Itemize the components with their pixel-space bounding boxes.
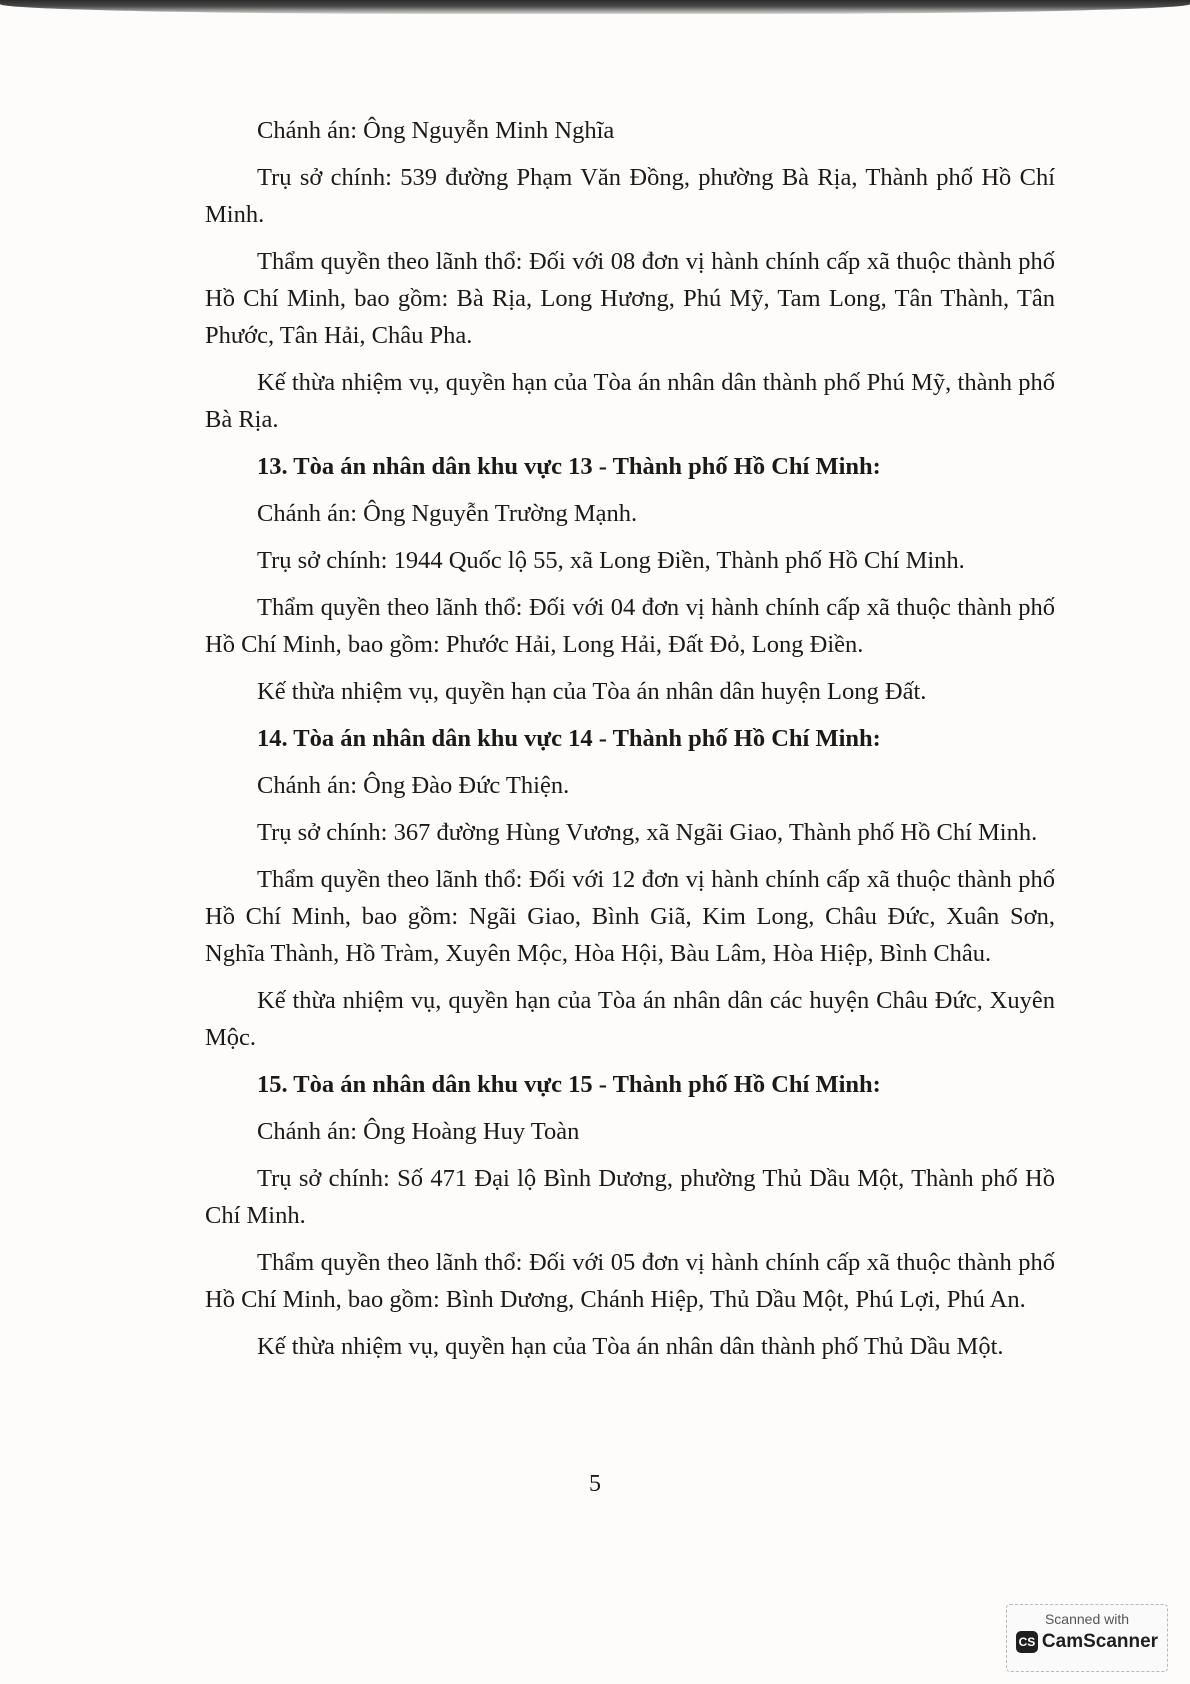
paragraph: Thẩm quyền theo lãnh thổ: Đối với 05 đơn vị hành chính cấp xã thuộc thành phố Hồ Chí Minh, bao gồm: Bình Dương, Chánh Hiệp, Thủ Dầu Một, Phú Lợi, Phú An. [205,1249,1055,1313]
paragraph: Kế thừa nhiệm vụ, quyền hạn của Tòa án nhân dân các huyện Châu Đức, Xuyên Mộc. [205,987,1055,1051]
paragraph: Thẩm quyền theo lãnh thổ: Đối với 04 đơn vị hành chính cấp xã thuộc thành phố Hồ Chí Minh, bao gồm: Phước Hải, Long Hải, Đất Đỏ, Long Điền. [205,594,1055,658]
watermark-top-text: Scanned with [1044,1611,1130,1627]
paragraph: Thẩm quyền theo lãnh thổ: Đối với 12 đơn vị hành chính cấp xã thuộc thành phố Hồ Chí Minh, bao gồm: Ngãi Giao, Bình Giã, Kim Long, Châu Đức, Xuân Sơn, Nghĩa Thành, Hồ Tràm, Xuyên Mộc, Hòa Hội, Bàu Lâm, Hòa Hiệp, Bình Châu. [205,866,1055,967]
paragraph: Kế thừa nhiệm vụ, quyền hạn của Tòa án nhân dân thành phố Phú Mỹ, thành phố Bà Rịa. [205,369,1055,433]
paragraph: Kế thừa nhiệm vụ, quyền hạn của Tòa án nhân dân thành phố Thủ Dầu Một. [257,1333,1004,1360]
paragraph: Chánh án: Ông Hoàng Huy Toàn [257,1118,580,1145]
page-number: 5 [589,1471,601,1497]
camscanner-watermark [1006,1604,1168,1672]
watermark-brand-text: CamScanner [1041,1631,1159,1652]
camscanner-logo-icon: CS [1016,1631,1038,1653]
section-heading: 13. Tòa án nhân dân khu vực 13 - Thành phố Hồ Chí Minh: [257,453,881,480]
paragraph: Trụ sở chính: 1944 Quốc lộ 55, xã Long Điền, Thành phố Hồ Chí Minh. [257,547,965,574]
paragraph: Thẩm quyền theo lãnh thổ: Đối với 08 đơn vị hành chính cấp xã thuộc thành phố Hồ Chí Minh, bao gồm: Bà Rịa, Long Hương, Phú Mỹ, Tam Long, Tân Thành, Tân Phước, Tân Hải, Châu Pha. [205,248,1055,349]
paragraph: Kế thừa nhiệm vụ, quyền hạn của Tòa án nhân dân huyện Long Đất. [257,678,927,705]
paragraph: Trụ sở chính: 539 đường Phạm Văn Đồng, phường Bà Rịa, Thành phố Hồ Chí Minh. [205,164,1055,228]
paragraph: Chánh án: Ông Đào Đức Thiện. [257,772,570,799]
section-heading: 15. Tòa án nhân dân khu vực 15 - Thành phố Hồ Chí Minh: [257,1071,881,1098]
section-heading: 14. Tòa án nhân dân khu vực 14 - Thành phố Hồ Chí Minh: [257,725,881,752]
paragraph: Trụ sở chính: Số 471 Đại lộ Bình Dương, phường Thủ Dầu Một, Thành phố Hồ Chí Minh. [205,1165,1055,1229]
scan-top-edge [0,0,1190,14]
paragraph: Trụ sở chính: 367 đường Hùng Vương, xã Ngãi Giao, Thành phố Hồ Chí Minh. [257,819,1038,846]
document-body [205,112,1055,1375]
watermark-brand-row [1007,1631,1167,1653]
paragraph: Chánh án: Ông Nguyễn Minh Nghĩa [257,117,615,144]
paragraph: Chánh án: Ông Nguyễn Trường Mạnh. [257,500,638,527]
